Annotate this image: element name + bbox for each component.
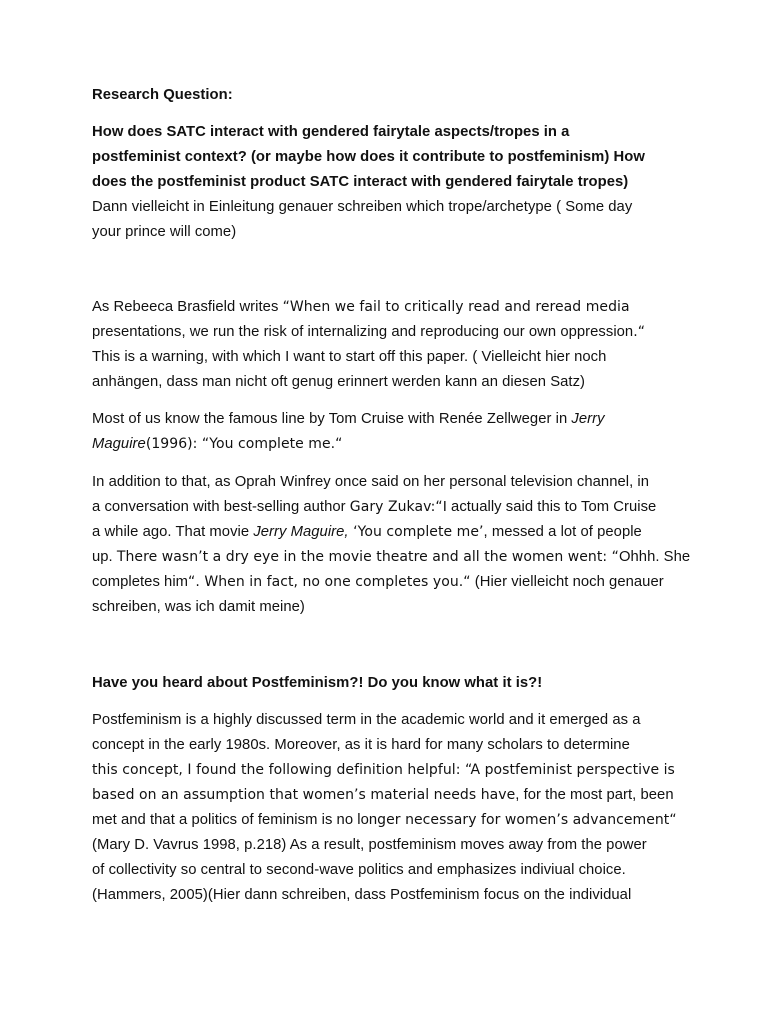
quote-run: ger necessary for women’s advancement bbox=[377, 812, 670, 828]
text-run: As Rebeeca Brasfield writes bbox=[92, 299, 283, 315]
quote-run: “. When in fact, no one completes you.“ bbox=[188, 574, 471, 590]
text-run: , for the most part, been bbox=[515, 787, 674, 803]
film-title-run: Jerry bbox=[571, 411, 605, 427]
para4-line-3 bbox=[92, 760, 675, 780]
para3-line-3 bbox=[92, 522, 642, 542]
quote-run: (1996): “You complete me.“ bbox=[145, 436, 343, 452]
para4-line-6: (Mary D. Vavrus 1998, p.218) As a result, postfeminism moves away from the power bbox=[92, 837, 647, 853]
para3-line-5 bbox=[92, 572, 664, 592]
quote-run: .“ bbox=[633, 324, 646, 340]
para1-line-2 bbox=[92, 322, 645, 342]
text-run: presentations, we run the risk of internalizing and reproducing our own oppression bbox=[92, 324, 634, 340]
quote-run: based on an assumption that women’s material needs have bbox=[92, 787, 516, 803]
para1-line-4: anhängen, dass man nicht oft genug erinnert werden kann an diesen Satz) bbox=[92, 374, 585, 390]
para4-line-1: Postfeminism is a highly discussed term in the academic world and it emerged as a bbox=[92, 712, 641, 728]
text-run: a while ago. That movie bbox=[92, 524, 254, 540]
text-run: Ohhh. She bbox=[618, 549, 691, 565]
text-run: a conversation with best-selling author bbox=[92, 499, 350, 515]
para2-line-2 bbox=[92, 434, 342, 454]
para3-line-4 bbox=[92, 547, 690, 567]
para3-line-1: In addition to that, as Oprah Winfrey once said on her personal television channel, in bbox=[92, 474, 650, 490]
heading-research-question: Research Question: bbox=[92, 87, 233, 103]
para4-line-8: (Hammers, 2005)(Hier dann schreiben, dass Postfeminism focus on the individual bbox=[92, 887, 632, 903]
research-question-line-2: postfeminist context? (or maybe how does it contribute to postfeminism) How bbox=[92, 149, 645, 165]
text-run: Most of us know the famous line by Tom Cruise with Renée Zellweger in bbox=[92, 411, 572, 427]
quote-run: “ bbox=[669, 812, 677, 828]
para1-line-1 bbox=[92, 297, 630, 317]
text-run: I actually said this to Tom Cruise bbox=[442, 499, 657, 515]
quote-run: “When we fail to critically read and reread media bbox=[282, 299, 630, 315]
film-title-run: Jerry Maguire, bbox=[253, 524, 349, 540]
research-question-line-3: does the postfeminist product SATC interact with gendered fairytale tropes) bbox=[92, 174, 629, 190]
film-title-run: Maguire bbox=[92, 436, 146, 452]
para4-line-2: concept in the early 1980s. Moreover, as it is hard for many scholars to determine bbox=[92, 737, 630, 753]
quote-run: There wasn’t a dry eye in the movie theatre and all the women went: “ bbox=[116, 549, 619, 565]
para4-line-5 bbox=[92, 810, 677, 830]
text-run: met and that a politics of feminism is no lon bbox=[92, 812, 378, 828]
para4-line-4 bbox=[92, 785, 674, 805]
quote-run: ‘You complete me’ bbox=[348, 524, 484, 540]
research-question-line-1: How does SATC interact with gendered fairytale aspects/tropes in a bbox=[92, 124, 570, 140]
para3-line-6: schreiben, was ich damit meine) bbox=[92, 599, 305, 615]
quote-run: Gary Zukav:“ bbox=[349, 499, 443, 515]
text-run: up. bbox=[92, 549, 117, 565]
para3-line-2 bbox=[92, 497, 656, 517]
para2-line-1 bbox=[92, 409, 605, 429]
note-line-1: Dann vielleicht in Einleitung genauer schreiben which trope/archetype ( Some day bbox=[92, 199, 633, 215]
text-run: (Hier vielleicht noch genauer bbox=[470, 574, 664, 590]
para1-line-3: This is a warning, with which I want to start off this paper. ( Vielleicht hier noch bbox=[92, 349, 607, 365]
para4-line-7: of collectivity so central to second-wave politics and emphasizes indiviual choice. bbox=[92, 862, 626, 878]
quote-run: this concept, I found the following definition helpful: bbox=[92, 762, 465, 778]
subheading-postfeminism: Have you heard about Postfeminism?! Do you know what it is?! bbox=[92, 675, 543, 691]
note-line-2: your prince will come) bbox=[92, 224, 237, 240]
text-run: completes him bbox=[92, 574, 189, 590]
quote-run: “A postfeminist perspective is bbox=[464, 762, 675, 778]
text-run: , messed a lot of people bbox=[483, 524, 642, 540]
